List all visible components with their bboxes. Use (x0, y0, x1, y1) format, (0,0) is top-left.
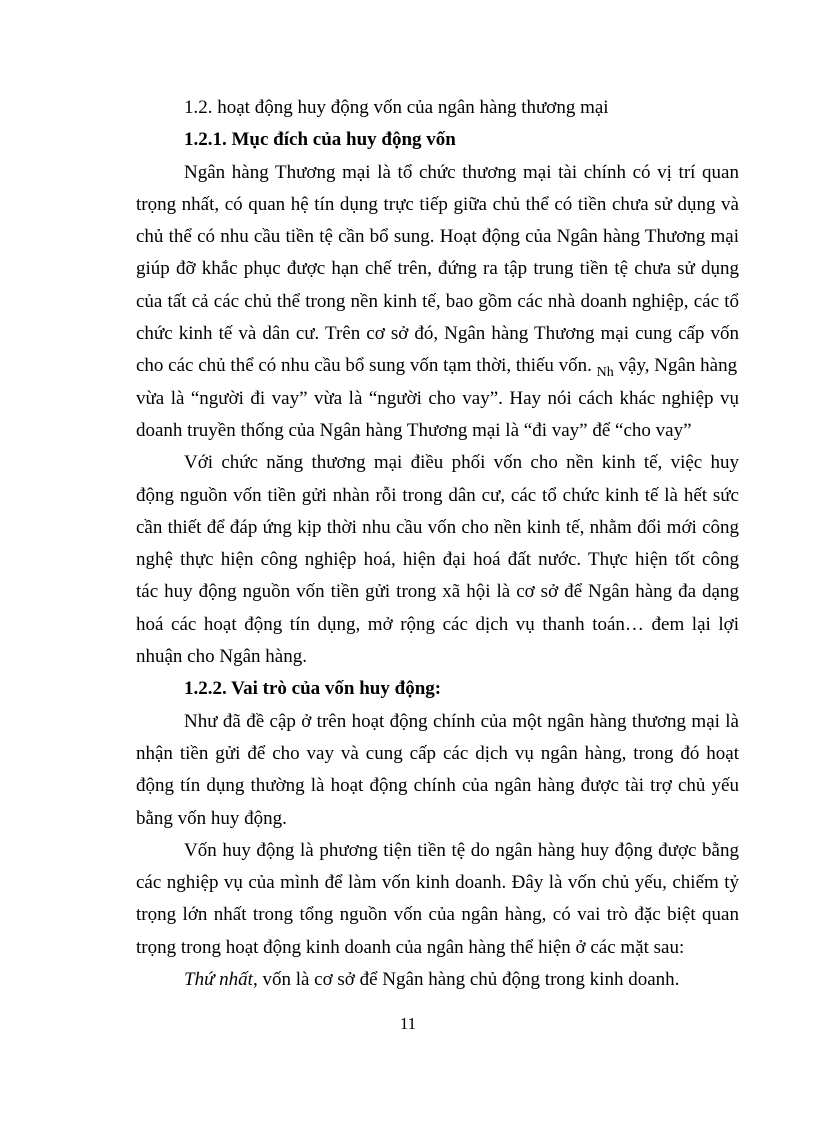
section-heading: 1.2. hoạt động huy động vốn của ngân hàng thương mại (184, 97, 609, 118)
paragraph-line: nhận tiền gửi để cho vay và cung cấp các dịch vụ ngân hàng, trong đó hoạt (136, 742, 739, 764)
first-point-line (136, 964, 739, 996)
paragraph-line: tác huy động nguồn vốn tiền gửi trong xã hội là cơ sở để Ngân hàng đa dạng (136, 581, 739, 603)
subsection-heading-role: 1.2.2. Vai trò của vốn huy động: (184, 678, 442, 700)
text-artifact-nh: Nh (596, 365, 614, 381)
paragraph-line: động tín dụng thường là hoạt động chính của ngân hàng được tài trợ chủ yếu (136, 775, 739, 797)
paragraph-line: trọng nhất, có quan hệ tín dụng trực tiếp giữa chủ thể có tiền chưa sử dụng và (136, 193, 739, 215)
paragraph-line: Vốn huy động là phương tiện tiền tệ do ngân hàng huy động được bằng (184, 839, 739, 861)
paragraph-line: Với chức năng thương mại điều phối vốn cho nền kinh tế, việc huy (184, 452, 739, 474)
paragraph-line: chủ thể có nhu cầu tiền tệ cần bổ sung. Hoạt động của Ngân hàng Thương mại (136, 226, 739, 248)
text-fragment: vậy, Ngân hàng (618, 355, 738, 377)
page-number: 11 (399, 1014, 417, 1033)
paragraph-line: Ngân hàng Thương mại là tổ chức thương mại tài chính có vị trí quan (184, 161, 739, 183)
paragraph-line: nghệ thực hiện công nghiệp hoá, hiện đại hoá đất nước. Thực hiện tốt công (136, 549, 739, 571)
paragraph-line-with-artifact (136, 350, 739, 382)
paragraph-line: hoá các hoạt động tín dụng, mở rộng các dịch vụ thanh toán… đem lại lợi (136, 613, 739, 635)
paragraph-line: nhuận cho Ngân hàng. (136, 646, 307, 668)
paragraph-line: của tất cả các chủ thể trong nền kinh tế, bao gồm các nhà doanh nghiệp, các tổ (136, 290, 739, 312)
paragraph-line: giúp đỡ khắc phục được hạn chế trên, đứng ra tập trung tiền tệ chưa sử dụng (136, 258, 739, 280)
first-point-label: Thứ nhất (184, 969, 253, 991)
paragraph-line: Như đã đề cập ở trên hoạt động chính của một ngân hàng thương mại là (184, 710, 739, 732)
paragraph-line: chức kinh tế và dân cư. Trên cơ sở đó, Ngân hàng Thương mại cung cấp vốn (136, 323, 739, 345)
first-point-text: , vốn là cơ sở để Ngân hàng chủ động trong kinh doanh. (252, 969, 680, 991)
paragraph-line: trọng trong hoạt động kinh doanh của ngân hàng thể hiện ở các mặt sau: (136, 936, 685, 958)
paragraph-line: bằng vốn huy động. (136, 807, 287, 829)
text-fragment: cho các chủ thể có nhu cầu bổ sung vốn tạm thời, thiếu vốn. (136, 355, 592, 377)
paragraph-line: các nghiệp vụ của mình để làm vốn kinh doanh. Đây là vốn chủ yếu, chiếm tỷ (136, 872, 739, 894)
paragraph-line: doanh truyền thống của Ngân hàng Thương mại là “đi vay” để “cho vay” (136, 419, 692, 441)
paragraph-line: vừa là “người đi vay” vừa là “người cho vay”. Hay nói cách khác nghiệp vụ (136, 387, 739, 409)
subsection-heading-purpose: 1.2.1. Mục đích của huy động vốn (184, 129, 456, 151)
paragraph-line: động nguồn vốn tiền gửi nhàn rỗi trong dân cư, các tổ chức kinh tế là hết sức (136, 484, 739, 506)
paragraph-line: trọng lớn nhất trong tổng nguồn vốn của ngân hàng, có vai trò đặc biệt quan (136, 904, 739, 926)
paragraph-line: cần thiết để đáp ứng kịp thời nhu cầu vốn cho nền kinh tế, nhằm đổi mới công (136, 516, 739, 538)
document-page (136, 92, 739, 996)
